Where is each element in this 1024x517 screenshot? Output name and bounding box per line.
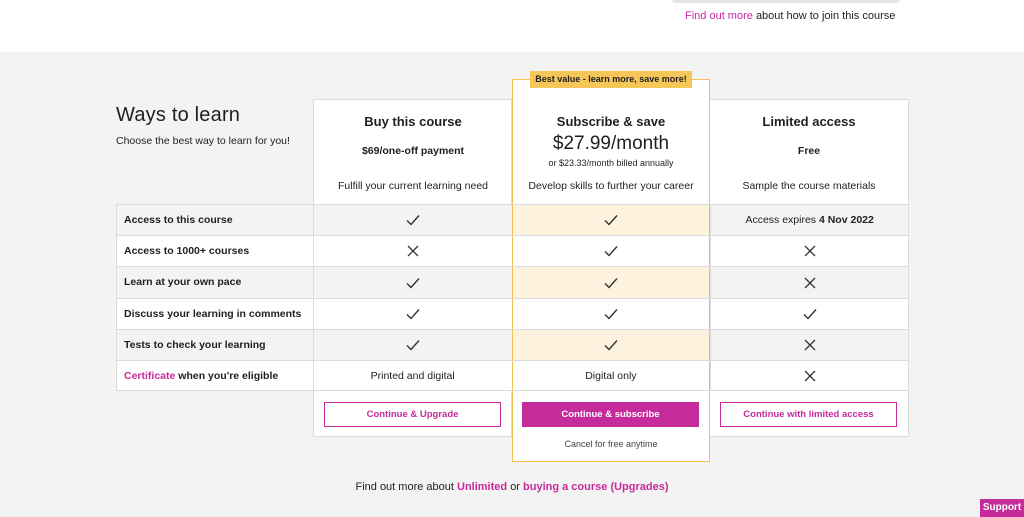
expiry-text: Access expires bbox=[745, 214, 817, 226]
join-info-line bbox=[685, 10, 895, 22]
check-icon bbox=[604, 308, 618, 320]
bottom-middle: or bbox=[510, 481, 520, 493]
page-subtitle: Choose the best way to learn for you! bbox=[116, 135, 290, 147]
check-icon bbox=[803, 308, 817, 320]
page-title: Ways to learn bbox=[116, 104, 241, 126]
check-icon bbox=[406, 214, 420, 226]
certificate-link[interactable]: Certificate bbox=[124, 369, 176, 382]
plan-title-buy: Buy this course bbox=[364, 114, 462, 129]
feature-table bbox=[116, 204, 909, 391]
check-icon bbox=[604, 214, 618, 226]
check-icon bbox=[604, 245, 618, 257]
feature-cell bbox=[710, 299, 909, 329]
table-row bbox=[116, 204, 909, 235]
feature-label: Access to 1000+ courses bbox=[116, 236, 313, 266]
expiry-date: 4 Nov 2022 bbox=[818, 214, 874, 226]
feature-cell bbox=[313, 330, 512, 360]
feature-cell: Printed and digital bbox=[313, 361, 512, 390]
feature-cell: Digital only bbox=[512, 361, 711, 390]
feature-cell bbox=[512, 236, 711, 266]
continue-upgrade-button[interactable]: Continue & Upgrade bbox=[324, 402, 501, 427]
feature-cell bbox=[313, 299, 512, 329]
table-row bbox=[116, 235, 909, 266]
table-row bbox=[116, 360, 909, 391]
bottom-prefix: Find out more about bbox=[355, 481, 454, 493]
feature-cell bbox=[710, 267, 909, 297]
cross-icon bbox=[804, 370, 816, 382]
bottom-info-line bbox=[0, 481, 1024, 493]
feature-label-certificate bbox=[116, 361, 313, 390]
top-band bbox=[0, 0, 1024, 52]
feature-cell bbox=[512, 267, 711, 297]
plan-price-subscribe: $27.99/month bbox=[552, 133, 670, 154]
feature-cell bbox=[710, 330, 909, 360]
join-info-text: about how to join this course bbox=[755, 10, 896, 22]
feature-cell bbox=[710, 236, 909, 266]
feature-label: Learn at your own pace bbox=[116, 267, 313, 297]
feature-label: Discuss your learning in comments bbox=[116, 299, 313, 329]
feature-cell bbox=[710, 205, 909, 235]
plan-title-subscribe: Subscribe & save bbox=[556, 114, 666, 129]
feature-cell bbox=[313, 236, 512, 266]
top-card-edge bbox=[672, 0, 900, 3]
cross-icon bbox=[804, 245, 816, 257]
continue-subscribe-button[interactable]: Continue & subscribe bbox=[522, 402, 699, 427]
plan-price-buy: $69/one-off payment bbox=[361, 145, 465, 157]
feature-cell bbox=[512, 299, 711, 329]
check-icon bbox=[406, 339, 420, 351]
feature-cell bbox=[512, 205, 711, 235]
feature-label: Access to this course bbox=[116, 205, 313, 235]
plan-price-limited: Free bbox=[797, 145, 821, 157]
table-row bbox=[116, 266, 909, 297]
certificate-label-rest: when you're eligible bbox=[178, 369, 279, 382]
cross-icon bbox=[804, 277, 816, 289]
plan-title-limited: Limited access bbox=[762, 114, 856, 129]
plan-desc-buy: Fulfill your current learning need bbox=[338, 180, 488, 192]
feature-label: Tests to check your learning bbox=[116, 330, 313, 360]
cross-icon bbox=[804, 339, 816, 351]
continue-limited-button[interactable]: Continue with limited access bbox=[720, 402, 897, 427]
feature-cell bbox=[512, 330, 711, 360]
check-icon bbox=[604, 339, 618, 351]
plan-desc-subscribe: Develop skills to further your career bbox=[528, 180, 694, 192]
support-button[interactable]: Support bbox=[980, 499, 1024, 517]
plan-price-sub-subscribe: or $23.33/month billed annually bbox=[548, 158, 674, 168]
cancel-note: Cancel for free anytime bbox=[564, 439, 658, 449]
ways-to-learn-intro bbox=[116, 104, 290, 147]
feature-cell bbox=[710, 361, 909, 390]
table-row bbox=[116, 298, 909, 329]
check-icon bbox=[406, 277, 420, 289]
upgrades-link[interactable]: buying a course (Upgrades) bbox=[523, 481, 669, 493]
feature-cell bbox=[313, 205, 512, 235]
table-row bbox=[116, 329, 909, 360]
check-icon bbox=[604, 277, 618, 289]
check-icon bbox=[406, 308, 420, 320]
find-out-more-link[interactable]: Find out more bbox=[685, 10, 753, 22]
feature-cell bbox=[313, 267, 512, 297]
unlimited-link[interactable]: Unlimited bbox=[457, 481, 508, 493]
plan-desc-limited: Sample the course materials bbox=[742, 180, 876, 192]
cross-icon bbox=[407, 245, 419, 257]
best-value-badge: Best value - learn more, save more! bbox=[530, 71, 692, 88]
